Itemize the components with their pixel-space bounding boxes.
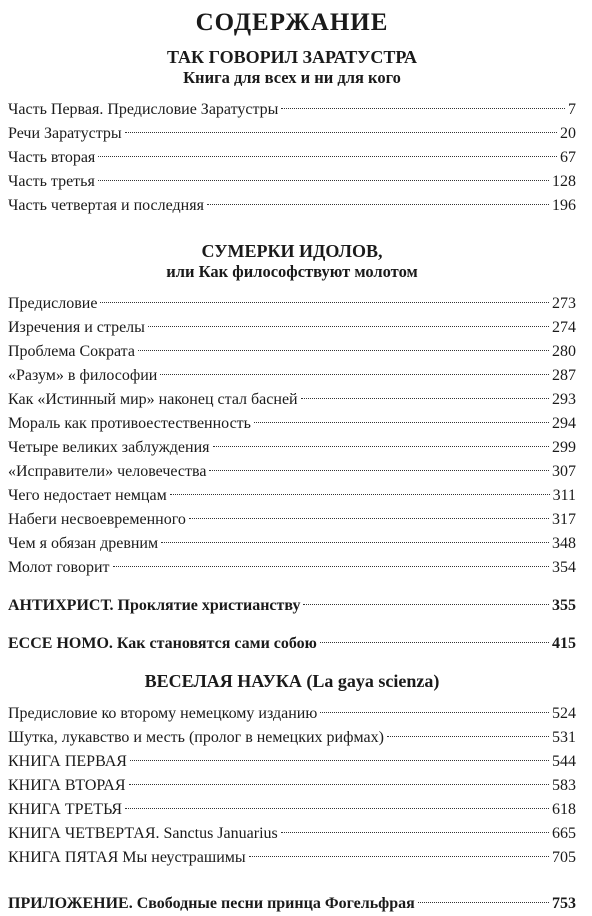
section-subtitle: Книга для всех и ни для кого — [183, 68, 401, 87]
leader-dots — [254, 422, 549, 423]
entry-title: «Разум» в философии — [8, 367, 158, 384]
toc-entry[interactable] — [8, 822, 576, 846]
leader-dots — [100, 302, 549, 303]
section-title: ТАК ГОВОРИЛ ЗАРАТУСТРА — [166, 47, 418, 67]
entry-title: Часть Первая. Предисловие Заратустры — [8, 101, 279, 118]
leader-dots — [98, 180, 549, 181]
toc-entry[interactable] — [8, 798, 576, 822]
toc-entry[interactable] — [8, 340, 576, 364]
entry-title: Изречения и стрелы — [8, 319, 145, 336]
leader-dots — [170, 494, 550, 495]
toc-entry[interactable] — [8, 122, 576, 146]
leader-dots — [320, 642, 549, 643]
entry-page: 524 — [552, 705, 576, 722]
leader-dots — [130, 760, 549, 761]
entry-page: 293 — [552, 391, 576, 408]
toc-entry[interactable] — [8, 316, 576, 340]
entry-page: 317 — [552, 511, 576, 528]
leader-dots — [125, 808, 549, 809]
entry-page: 544 — [552, 753, 576, 770]
toc-entry[interactable] — [8, 460, 576, 484]
toc-entry[interactable] — [8, 532, 576, 556]
entry-title: ECCE HOMO. Как становятся сами собою — [8, 635, 317, 652]
toc-entry[interactable] — [8, 194, 576, 218]
entry-page: 196 — [552, 197, 576, 214]
toc-entry[interactable] — [8, 484, 576, 508]
toc-entry[interactable] — [8, 702, 576, 726]
toc-entry[interactable] — [8, 726, 576, 750]
toc-list-science — [8, 702, 576, 870]
entry-title: Набеги несвоевременного — [8, 511, 186, 528]
entry-title: Шутка, лукавство и месть (пролог в немецких рифмах) — [8, 729, 384, 746]
entry-title: КНИГА ВТОРАЯ — [8, 777, 126, 794]
toc-entry[interactable] — [8, 774, 576, 798]
entry-title: КНИГА ПЕРВАЯ — [8, 753, 127, 770]
entry-page: 354 — [552, 559, 576, 576]
entry-page: 280 — [552, 343, 576, 360]
entry-title: Часть четвертая и последняя — [8, 197, 204, 214]
entry-page: 348 — [552, 535, 576, 552]
leader-dots — [303, 604, 549, 605]
toc-entry[interactable] — [8, 98, 576, 122]
entry-page: 20 — [560, 125, 576, 142]
toc-entry[interactable] — [8, 292, 576, 316]
entry-page: 665 — [552, 825, 576, 842]
entry-title: Мораль как противоестественность — [8, 415, 251, 432]
leader-dots — [148, 326, 549, 327]
entry-title: Предисловие — [8, 295, 98, 312]
toc-list-zarathustra — [8, 98, 576, 218]
leader-dots — [209, 470, 549, 471]
leader-dots — [213, 446, 549, 447]
page-title: СОДЕРЖАНИЕ — [195, 9, 389, 36]
leader-dots — [113, 566, 549, 567]
entry-page: 415 — [552, 635, 576, 652]
entry-title: Чем я обязан древним — [8, 535, 159, 552]
leader-dots — [207, 204, 549, 205]
entry-page: 583 — [552, 777, 576, 794]
leader-dots — [129, 784, 550, 785]
section-title: СУМЕРКИ ИДОЛОВ, — [201, 241, 383, 261]
leader-dots — [125, 132, 557, 133]
toc-entry-appendix[interactable] — [8, 892, 576, 916]
entry-title: ПРИЛОЖЕНИЕ. Свободные песни принца Фогельфрая — [8, 895, 415, 912]
entry-page: 7 — [568, 101, 576, 118]
toc-entry[interactable] — [8, 846, 576, 870]
entry-page: 618 — [552, 801, 576, 818]
section-heading-science — [8, 670, 576, 692]
entry-title: Четыре великих заблуждения — [8, 439, 210, 456]
entry-title: АНТИХРИСТ. Проклятие христианству — [8, 597, 301, 614]
leader-dots — [301, 398, 549, 399]
section-title: ВЕСЕЛАЯ НАУКА (La gaya scienza) — [144, 671, 440, 691]
toc-list-idols — [8, 292, 576, 580]
entry-page: 355 — [552, 597, 576, 614]
leader-dots — [320, 712, 549, 713]
entry-page: 67 — [560, 149, 576, 166]
section-heading-zarathustra — [8, 46, 576, 88]
toc-entry[interactable] — [8, 436, 576, 460]
section-subtitle: или Как философствуют молотом — [166, 262, 418, 281]
toc-entry[interactable] — [8, 412, 576, 436]
entry-page: 273 — [552, 295, 576, 312]
section-heading-idols — [8, 240, 576, 282]
entry-title: КНИГА ЧЕТВЕРТАЯ. Sanctus Januarius — [8, 825, 278, 842]
entry-page: 287 — [552, 367, 576, 384]
toc-entry[interactable] — [8, 388, 576, 412]
entry-title: КНИГА ТРЕТЬЯ — [8, 801, 123, 818]
toc-entry-ecce-homo[interactable] — [8, 632, 576, 656]
entry-title: Речи Заратустры — [8, 125, 122, 142]
entry-title: КНИГА ПЯТАЯ Мы неустрашимы — [8, 849, 246, 866]
leader-dots — [418, 902, 549, 903]
toc-entry-antichrist[interactable] — [8, 594, 576, 618]
entry-title: Часть третья — [8, 173, 95, 190]
leader-dots — [161, 542, 549, 543]
entry-title: Проблема Сократа — [8, 343, 135, 360]
toc-entry[interactable] — [8, 146, 576, 170]
entry-title: Как «Истинный мир» наконец стал басней — [8, 391, 298, 408]
toc-entry[interactable] — [8, 364, 576, 388]
entry-title: Предисловие ко второму немецкому изданию — [8, 705, 318, 722]
entry-page: 531 — [552, 729, 576, 746]
leader-dots — [160, 374, 549, 375]
entry-page: 311 — [552, 487, 576, 504]
toc-entry[interactable] — [8, 556, 576, 580]
leader-dots — [281, 108, 565, 109]
leader-dots — [387, 736, 549, 737]
entry-title: Молот говорит — [8, 559, 110, 576]
entry-title: «Исправители» человечества — [8, 463, 207, 480]
toc-entry[interactable] — [8, 170, 576, 194]
toc-entry[interactable] — [8, 750, 576, 774]
leader-dots — [98, 156, 557, 157]
entry-page: 274 — [552, 319, 576, 336]
leader-dots — [281, 832, 549, 833]
entry-page: 299 — [552, 439, 576, 456]
entry-title: Часть вторая — [8, 149, 96, 166]
entry-page: 307 — [552, 463, 576, 480]
entry-title: Чего недостает немцам — [8, 487, 167, 504]
leader-dots — [249, 856, 549, 857]
entry-page: 705 — [552, 849, 576, 866]
toc-entry[interactable] — [8, 508, 576, 532]
entry-page: 128 — [552, 173, 576, 190]
leader-dots — [189, 518, 549, 519]
leader-dots — [138, 350, 549, 351]
entry-page: 294 — [552, 415, 576, 432]
entry-page: 753 — [552, 895, 576, 912]
